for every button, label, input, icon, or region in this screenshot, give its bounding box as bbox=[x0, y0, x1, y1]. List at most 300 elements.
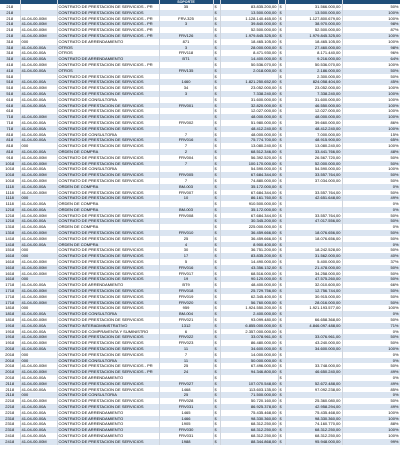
cell-account-code: 41-04-00-00A bbox=[20, 68, 57, 74]
cell-executed-value: 46.550.000,00 bbox=[285, 103, 342, 109]
cell-year: 318 bbox=[0, 45, 20, 51]
cell-year: 1018 bbox=[0, 166, 20, 172]
cell-currency: $ bbox=[213, 56, 220, 62]
cell-account-code: 41-04-00-00M bbox=[20, 340, 57, 346]
cell-currency: $ bbox=[213, 421, 220, 427]
cell-currency: $ bbox=[213, 172, 220, 178]
cell-contract-object: CONTRATO DE ARRENDAMIENTO bbox=[57, 410, 159, 416]
cell-percent: 50% bbox=[342, 340, 400, 346]
cell-contract-object: CONTRATO DE PRESTACION DE SERVICIOS bbox=[57, 271, 159, 277]
cell-executed-value: 8.171.440,00 bbox=[285, 50, 342, 56]
cell-contract-value: 67.684.344,00 bbox=[220, 213, 278, 219]
cell-support: 7 bbox=[159, 161, 213, 167]
cell-currency: $ bbox=[278, 317, 285, 323]
cell-percent: 65% bbox=[342, 137, 400, 143]
cell-contract-value: 75.774.700,00 bbox=[220, 137, 278, 143]
cell-account-code: 41-04-00-00A bbox=[20, 132, 57, 138]
cell-contract-value: 107.070.548,00 bbox=[220, 381, 278, 387]
cell-currency: $ bbox=[213, 201, 220, 207]
cell-support: FRV019 bbox=[159, 294, 213, 300]
cell-executed-value: 21.478.000,00 bbox=[285, 265, 342, 271]
cell-currency: $ bbox=[278, 91, 285, 97]
cell-percent: 100% bbox=[342, 62, 400, 68]
cell-currency: $ bbox=[278, 387, 285, 393]
cell-contract-value: 48.000.000,00 bbox=[220, 114, 278, 120]
cell-account-code: 41-04-00-00M bbox=[20, 16, 57, 22]
cell-currency: $ bbox=[213, 45, 220, 51]
cell-currency: $ bbox=[213, 190, 220, 196]
cell-support: FRV031 bbox=[159, 404, 213, 410]
cell-account-code: 41-04-00-00M bbox=[20, 27, 57, 33]
cell-account-code: 41-04-00-00M bbox=[20, 62, 57, 68]
cell-year: 1118 bbox=[0, 184, 20, 190]
cell-percent: 50% bbox=[342, 276, 400, 282]
cell-percent: 0% bbox=[342, 392, 400, 398]
cell-account-code: 41-04-00-00M bbox=[20, 85, 57, 91]
cell-year: 1818 bbox=[0, 305, 20, 311]
cell-currency: $ bbox=[278, 126, 285, 132]
cell-contract-object: CONTRATO DE PRESTACION DE SERVICIOS bbox=[57, 79, 159, 85]
cell-currency: $ bbox=[213, 132, 220, 138]
cell-contract-value: 43.356.132,00 bbox=[220, 265, 278, 271]
cell-currency: $ bbox=[278, 149, 285, 155]
cell-percent: 0% bbox=[342, 207, 400, 213]
cell-currency: $ bbox=[278, 155, 285, 161]
cell-currency: $ bbox=[213, 305, 220, 311]
cell-contract-object: CONTRATO DE PRESTACION DE SERVICIOS - PR bbox=[57, 27, 159, 33]
cell-account-code: 41-04-00-00A bbox=[20, 346, 57, 352]
cell-currency: $ bbox=[278, 21, 285, 27]
cell-currency: $ bbox=[278, 39, 285, 45]
cell-currency: $ bbox=[278, 282, 285, 288]
cell-support: 1465 bbox=[159, 410, 213, 416]
cell-currency: $ bbox=[213, 97, 220, 103]
cell-percent: 86% bbox=[342, 120, 400, 126]
cell-account-code: 41-04-00-00A bbox=[20, 137, 57, 143]
cell-support: 1312 bbox=[159, 323, 213, 329]
cell-executed-value: 34.600.000,00 bbox=[285, 346, 342, 352]
cell-executed-value: 33.748.000,00 bbox=[285, 363, 342, 369]
cell-contract-value: 88.344.868,00 bbox=[220, 439, 278, 445]
cell-contract-value: 36.459.666,00 bbox=[220, 236, 278, 242]
table-row bbox=[0, 439, 400, 445]
cell-contract-value: 48.400.000,00 bbox=[220, 282, 278, 288]
cell-executed-value: 68.312.250,00 bbox=[285, 433, 342, 439]
cell-executed-value: 18.076.656,00 bbox=[285, 230, 342, 236]
cell-executed-value: 68.312.250,00 bbox=[285, 427, 342, 433]
cell-currency: $ bbox=[213, 259, 220, 265]
cell-currency: $ bbox=[213, 398, 220, 404]
cell-year: 2018 bbox=[0, 352, 20, 358]
cell-account-code: 41-04-00-00A bbox=[20, 427, 57, 433]
cell-executed-value: 12.756.744,00 bbox=[285, 288, 342, 294]
cell-currency: $ bbox=[213, 120, 220, 126]
cell-currency: $ bbox=[213, 265, 220, 271]
cell-percent: 49% bbox=[342, 195, 400, 201]
cell-currency: $ bbox=[213, 62, 220, 68]
cell-account-code: 41-04-00-00A bbox=[20, 218, 57, 224]
cell-contract-value: 39.840.000,00 bbox=[220, 21, 278, 27]
cell-contract-object: CONTRATO DE PRESTACION DE SERVICIOS bbox=[57, 236, 159, 242]
cell-support: 7 bbox=[159, 132, 213, 138]
cell-account-code: 41-04-00-00A bbox=[20, 242, 57, 248]
cell-contract-value: 50.536.070,00 bbox=[220, 62, 278, 68]
cell-support: 25 bbox=[159, 363, 213, 369]
cell-contract-value: 90.120.000,00 bbox=[220, 276, 278, 282]
cell-year: 2318 bbox=[0, 416, 20, 422]
cell-currency: $ bbox=[278, 85, 285, 91]
cell-percent: 100% bbox=[342, 166, 400, 172]
cell-year: 1918 bbox=[0, 334, 20, 340]
cell-executed-value: 47.017.556,00 bbox=[285, 218, 342, 224]
cell-account-code: 000 bbox=[20, 358, 57, 364]
cell-account-code: 41-04-00-00A bbox=[20, 184, 57, 190]
cell-support: 2 bbox=[159, 149, 213, 155]
cell-currency: $ bbox=[213, 352, 220, 358]
cell-account-code: 41-04-00-00M bbox=[20, 190, 57, 196]
cell-support: 1468 bbox=[159, 387, 213, 393]
cell-year: 418 bbox=[0, 62, 20, 68]
cell-executed-value: 47.575.260,00 bbox=[285, 276, 342, 282]
cell-support: FRV027 bbox=[159, 381, 213, 387]
cell-year: 1918 bbox=[0, 323, 20, 329]
cell-percent: 0% bbox=[342, 358, 400, 364]
cell-account-code: 000 bbox=[20, 143, 57, 149]
cell-currency: $ bbox=[213, 103, 220, 109]
cell-year: 2018 bbox=[0, 363, 20, 369]
cell-year: 1118 bbox=[0, 190, 20, 196]
cell-year: 1218 bbox=[0, 207, 20, 213]
cell-currency: $ bbox=[213, 50, 220, 56]
cell-contract-value: 7.338.240,00 bbox=[220, 91, 278, 97]
cell-currency: $ bbox=[213, 16, 220, 22]
cell-contract-value: 35.172.000,00 bbox=[220, 184, 278, 190]
cell-support: 35 bbox=[159, 4, 213, 10]
cell-account-code: 41-04-00-00M bbox=[20, 155, 57, 161]
cell-percent: 100% bbox=[342, 143, 400, 149]
cell-executed-value: 12.027.000,00 bbox=[285, 108, 342, 114]
cell-contract-value: 56.760.000,00 bbox=[220, 300, 278, 306]
cell-year: 1018 bbox=[0, 161, 20, 167]
cell-currency: $ bbox=[213, 143, 220, 149]
cell-currency: $ bbox=[278, 329, 285, 335]
cell-currency: $ bbox=[278, 74, 285, 80]
cell-currency: $ bbox=[278, 103, 285, 109]
cell-contract-object: CONTRATO DE PRESTACION DE SERVICIOS bbox=[57, 352, 159, 358]
cell-year: 2318 bbox=[0, 427, 20, 433]
cell-currency: $ bbox=[213, 242, 220, 248]
cell-account-code: 41-04-00-00A bbox=[20, 166, 57, 172]
cell-currency: $ bbox=[213, 207, 220, 213]
cell-account-code: 41-04-00-00A bbox=[20, 149, 57, 155]
cell-currency: $ bbox=[213, 346, 220, 352]
cell-contract-value: 14.490.000,00 bbox=[220, 259, 278, 265]
cell-year: 1418 bbox=[0, 236, 20, 242]
cell-contract-value: 14.400.000,00 bbox=[220, 56, 278, 62]
cell-support: FRV004 bbox=[159, 155, 213, 161]
cell-currency: $ bbox=[213, 21, 220, 27]
cell-currency: $ bbox=[278, 253, 285, 259]
cell-percent: 0% bbox=[342, 329, 400, 335]
cell-currency: $ bbox=[213, 33, 220, 39]
cell-currency: $ bbox=[278, 108, 285, 114]
cell-contract-value: 2.018.000,00 bbox=[220, 68, 278, 74]
cell-executed-value: 33.557.764,00 bbox=[285, 172, 342, 178]
cell-contract-value: 75.435.468,00 bbox=[220, 410, 278, 416]
cell-percent: 50% bbox=[342, 317, 400, 323]
cell-support: FRV118 bbox=[159, 50, 213, 56]
cell-contract-value: 8.471.930,00 bbox=[220, 50, 278, 56]
cell-year: 2118 bbox=[0, 387, 20, 393]
cell-year: 518 bbox=[0, 74, 20, 80]
cell-currency: $ bbox=[213, 213, 220, 219]
cell-currency: $ bbox=[278, 259, 285, 265]
cell-year: 1318 bbox=[0, 224, 20, 230]
cell-year: 618 bbox=[0, 108, 20, 114]
cell-contract-object: CONTRATO DE PRESTACION DE SERVICIOS bbox=[57, 10, 159, 16]
cell-executed-value: 74.160.770,00 bbox=[285, 421, 342, 427]
cell-currency: $ bbox=[278, 45, 285, 51]
cell-support: 11 bbox=[159, 346, 213, 352]
cell-currency: $ bbox=[213, 439, 220, 445]
cell-year: 1618 bbox=[0, 259, 20, 265]
cell-support: 959 bbox=[159, 305, 213, 311]
cell-currency: $ bbox=[278, 323, 285, 329]
cell-support: 1466 bbox=[159, 416, 213, 422]
cell-year: 2018 bbox=[0, 375, 20, 381]
cell-currency: $ bbox=[278, 369, 285, 375]
cell-account-code: 41-04-00-00M bbox=[20, 172, 57, 178]
cell-support: FRV022 bbox=[159, 334, 213, 340]
cell-account-code: 41-04-00-00M bbox=[20, 21, 57, 27]
cell-percent: 0% bbox=[342, 311, 400, 317]
cell-account-code: 000 bbox=[20, 392, 57, 398]
cell-account-code: 41-04-00-00M bbox=[20, 259, 57, 265]
cell-support: FRV021 bbox=[159, 317, 213, 323]
cell-year: 918 bbox=[0, 155, 20, 161]
cell-currency: $ bbox=[213, 369, 220, 375]
cell-contract-value: 1.128.140.465,00 bbox=[220, 16, 278, 22]
cell-executed-value: 4.846.097.488,00 bbox=[285, 323, 342, 329]
cell-year: 2018 bbox=[0, 369, 20, 375]
cell-currency: $ bbox=[278, 358, 285, 364]
cell-contract-value: 68.312.250,00 bbox=[220, 427, 278, 433]
cell-year: 818 bbox=[0, 143, 20, 149]
cell-currency: $ bbox=[278, 421, 285, 427]
cell-year: 1718 bbox=[0, 282, 20, 288]
cell-contract-object: CONTRATO DE PRESTACION DE SERVICIOS bbox=[57, 259, 159, 265]
cell-contract-object: CONTRATO DE PRESTACION DE SERVICIOS bbox=[57, 334, 159, 340]
cell-percent: 100% bbox=[342, 346, 400, 352]
cell-percent: 96% bbox=[342, 50, 400, 56]
cell-contract-value: 36.751.200,00 bbox=[220, 247, 278, 253]
cell-currency: $ bbox=[278, 120, 285, 126]
cell-account-code: 000 bbox=[20, 247, 57, 253]
cell-year: 1518 bbox=[0, 247, 20, 253]
cell-year: 2318 bbox=[0, 421, 20, 427]
cell-contract-object: CONTRATO DE ARRENDAMIENTO bbox=[57, 39, 159, 45]
cell-support: FRV002 bbox=[159, 120, 213, 126]
cell-executed-value: 25.360.080,00 bbox=[285, 398, 342, 404]
cell-currency: $ bbox=[213, 392, 220, 398]
cell-support: 30 bbox=[159, 247, 213, 253]
cell-support: 1988 bbox=[159, 439, 213, 445]
cell-support: FRV007 bbox=[159, 190, 213, 196]
cell-contract-object: CONTRATO DE PRESTACION DE SERVICIOS - PR bbox=[57, 369, 159, 375]
cell-currency: $ bbox=[213, 282, 220, 288]
cell-account-code: 41-04-00-00A bbox=[20, 207, 57, 213]
cell-currency: $ bbox=[213, 334, 220, 340]
cell-currency: $ bbox=[213, 236, 220, 242]
cell-currency: $ bbox=[278, 201, 285, 207]
cell-contract-object: CONTRATO DE PRESTACION DE SERVICIOS bbox=[57, 265, 159, 271]
cell-percent: 50% bbox=[342, 218, 400, 224]
cell-percent: 0% bbox=[342, 224, 400, 230]
cell-percent: 45% bbox=[342, 79, 400, 85]
cell-account-code: 41-04-00-00M bbox=[20, 317, 57, 323]
cell-currency: $ bbox=[213, 329, 220, 335]
cell-contract-value: 54.590.000,00 bbox=[220, 166, 278, 172]
cell-currency: $ bbox=[278, 137, 285, 143]
cell-contract-value: 83.835.200,00 bbox=[220, 4, 278, 10]
cell-percent: 50% bbox=[342, 247, 400, 253]
cell-contract-object: CONTRATO DE PRESTACION DE SERVICIOS bbox=[57, 439, 159, 445]
cell-currency: $ bbox=[213, 230, 220, 236]
cell-currency: $ bbox=[278, 114, 285, 120]
cell-percent: 50% bbox=[342, 230, 400, 236]
cell-percent: 50% bbox=[342, 4, 400, 10]
cell-support: 11 bbox=[159, 358, 213, 364]
cell-contract-object: CONTRATO DE PRESTACION DE SERVICIOS bbox=[57, 195, 159, 201]
cell-support: FRV010 bbox=[159, 230, 213, 236]
cell-executed-value: 30.915.000,00 bbox=[285, 294, 342, 300]
cell-percent: 0% bbox=[342, 184, 400, 190]
cell-year: 1718 bbox=[0, 288, 20, 294]
cell-currency: $ bbox=[213, 184, 220, 190]
cell-contract-object: CONTRATO DE ARRENDAMIENTO bbox=[57, 375, 159, 381]
cell-contract-value: 30.345.200,00 bbox=[220, 218, 278, 224]
cell-percent: 100% bbox=[342, 97, 400, 103]
cell-executed-value: 5.400.000,00 bbox=[285, 259, 342, 265]
cell-currency: $ bbox=[278, 236, 285, 242]
cell-currency: $ bbox=[213, 271, 220, 277]
cell-contract-value: 67.496.000,00 bbox=[220, 363, 278, 369]
cell-contract-object: ORDEN DE COMPRA bbox=[57, 224, 159, 230]
cell-support: 7 bbox=[159, 352, 213, 358]
cell-currency: $ bbox=[213, 74, 220, 80]
cell-contract-value: 86.925.378,00 bbox=[220, 404, 278, 410]
cell-contract-object: CONTRATO DE PRESTACION DE SERVICIOS bbox=[57, 103, 159, 109]
cell-account-code: 41-04-00-00M bbox=[20, 381, 57, 387]
cell-percent: 100% bbox=[342, 416, 400, 422]
cell-year: 2018 bbox=[0, 358, 20, 364]
cell-percent: 100% bbox=[342, 33, 400, 39]
cell-executed-value: 33.076.961,00 bbox=[285, 334, 342, 340]
cell-account-code: 41-04-00-00A bbox=[20, 282, 57, 288]
cell-currency: $ bbox=[213, 218, 220, 224]
cell-contract-object: CONTRATO DE PRESTACION DE SERVICIOS bbox=[57, 161, 159, 167]
cell-account-code: 41-04-00-00A bbox=[20, 56, 57, 62]
cell-currency: $ bbox=[278, 305, 285, 311]
cell-currency: $ bbox=[278, 265, 285, 271]
cell-account-code: 41-04-00-00A bbox=[20, 224, 57, 230]
cell-contract-object: CONTRATO DE PRESTACION DE SERVICIOS - PR bbox=[57, 33, 159, 39]
cell-percent: 50% bbox=[342, 178, 400, 184]
cell-contract-object: CONTRATO DE ARRENDAMIENTO bbox=[57, 416, 159, 422]
cell-year: 218 bbox=[0, 27, 20, 33]
cell-currency: $ bbox=[213, 166, 220, 172]
cell-executed-value: 38.970.000,00 bbox=[285, 21, 342, 27]
cell-currency: $ bbox=[278, 27, 285, 33]
cell-executed-value: 13.500.000,00 bbox=[285, 10, 342, 16]
cell-percent: 0% bbox=[342, 242, 400, 248]
cell-currency: $ bbox=[278, 392, 285, 398]
cell-account-code: 41-04-00-00A bbox=[20, 79, 57, 85]
cell-account-code: 41-04-00-00A bbox=[20, 329, 57, 335]
cell-percent: 100% bbox=[342, 427, 400, 433]
cell-percent: 37% bbox=[342, 259, 400, 265]
cell-year: 518 bbox=[0, 91, 20, 97]
cell-contract-object: CONTRATO DE CONSULTORIA bbox=[57, 132, 159, 138]
cell-percent: 50% bbox=[342, 172, 400, 178]
cell-year: 1818 bbox=[0, 317, 20, 323]
cell-percent: 100% bbox=[342, 126, 400, 132]
cell-executed-value: 39.660.000,00 bbox=[285, 120, 342, 126]
cell-currency: $ bbox=[213, 276, 220, 282]
cell-account-code: 41-04-00-00A bbox=[20, 323, 57, 329]
cell-executed-value: 97.092.238,00 bbox=[285, 387, 342, 393]
cell-account-code: 41-04-00-00A bbox=[20, 410, 57, 416]
cell-contract-object: ORDEN DE COMPRA bbox=[57, 149, 159, 155]
cell-contract-value: 100.170.000,00 bbox=[220, 161, 278, 167]
cell-contract-value: 86.480.000,00 bbox=[220, 340, 278, 346]
cell-contract-object: CONTRATO DE ARRENDAMIENTO bbox=[57, 282, 159, 288]
cell-account-code: 41-04-00-00A bbox=[20, 433, 57, 439]
cell-percent: 0% bbox=[342, 352, 400, 358]
cell-contract-value: 48.412.240,00 bbox=[220, 126, 278, 132]
cell-contract-object: CONTRATO DE PRESTACION DE SERVICIOS bbox=[57, 108, 159, 114]
cell-percent: 50% bbox=[342, 294, 400, 300]
cell-currency: $ bbox=[278, 161, 285, 167]
cell-support: FRV008 bbox=[159, 213, 213, 219]
cell-contract-value: 31.600.000,00 bbox=[220, 97, 278, 103]
cell-account-code: 41-04-00-00A bbox=[20, 91, 57, 97]
cell-currency: $ bbox=[278, 207, 285, 213]
cell-executed-value: 48.000.000,00 bbox=[285, 114, 342, 120]
cell-executed-value: 31.566.000,00 bbox=[285, 4, 342, 10]
cell-contract-object: OTROS bbox=[57, 68, 159, 74]
cell-currency: $ bbox=[278, 178, 285, 184]
cell-contract-value: 51.980.000,00 bbox=[220, 120, 278, 126]
cell-percent: 49% bbox=[342, 404, 400, 410]
cell-contract-value: 50.000.000,00 bbox=[220, 358, 278, 364]
cell-currency: $ bbox=[278, 300, 285, 306]
cell-currency: $ bbox=[278, 50, 285, 56]
cell-currency: $ bbox=[278, 416, 285, 422]
cell-currency: $ bbox=[278, 375, 285, 381]
cell-percent: 85% bbox=[342, 387, 400, 393]
cell-contract-object: CONTRATO DE PRESTACION DE SERVICIOS bbox=[57, 288, 159, 294]
cell-executed-value: 26.567.720,00 bbox=[285, 155, 342, 161]
cell-executed-value: 23.052.000,00 bbox=[285, 85, 342, 91]
cell-executed-value: 48.915.900,00 bbox=[285, 137, 342, 143]
cell-contract-object: CONTRATO DE PRESTACION DE SERVICIOS bbox=[57, 253, 159, 259]
cell-percent: 100% bbox=[342, 114, 400, 120]
cell-currency: $ bbox=[213, 224, 220, 230]
cell-support: 17 bbox=[159, 253, 213, 259]
cell-currency: $ bbox=[278, 381, 285, 387]
cell-currency: $ bbox=[213, 10, 220, 16]
